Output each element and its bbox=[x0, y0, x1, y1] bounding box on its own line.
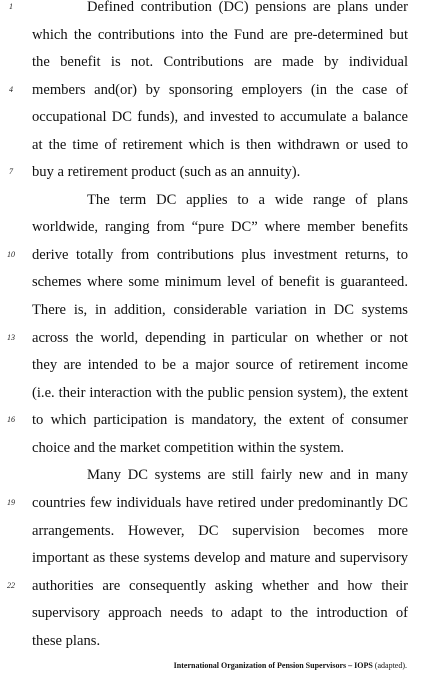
text-line-5: occupational DC funds), and invested to accumulate a balance bbox=[32, 109, 408, 125]
line-number: 13 bbox=[7, 333, 15, 342]
line-number: 4 bbox=[9, 85, 13, 94]
text-line-19: countries few individuals have retired under predominantly DC bbox=[32, 495, 408, 511]
line-number: 19 bbox=[7, 498, 15, 507]
text-line-8: The term DC applies to a wide range of plans bbox=[87, 192, 408, 208]
text-line-22: authorities are consequently asking whether and how their bbox=[32, 578, 408, 594]
text-line-1: Defined contribution (DC) pensions are plans under bbox=[87, 0, 408, 15]
line-number: 7 bbox=[9, 167, 13, 176]
text-line-4: members and(or) by sponsoring employers (in the case of bbox=[32, 82, 408, 98]
text-line-17: choice and the market competition within the system. bbox=[32, 440, 345, 456]
text-line-20: arrangements. However, DC supervision becomes more bbox=[32, 523, 408, 539]
source-organization: International Organization of Pension Supervisors – IOPS bbox=[173, 661, 373, 670]
text-line-16: to which participation is mandatory, the extent of consumer bbox=[32, 412, 408, 428]
text-line-13: across the world, depending in particular on whether or not bbox=[32, 330, 408, 346]
line-number: 10 bbox=[7, 250, 15, 259]
text-line-24: these plans. bbox=[32, 633, 101, 649]
text-line-2: which the contributions into the Fund are pre-determined but bbox=[32, 27, 408, 43]
text-line-11: schemes where some minimum level of benefit is guaranteed. bbox=[32, 274, 408, 290]
text-line-10: derive totally from contributions plus investment returns, to bbox=[32, 247, 408, 263]
text-line-7: buy a retirement product (such as an annuity). bbox=[32, 164, 301, 180]
source-note: (adapted). bbox=[374, 661, 407, 670]
text-line-3: the benefit is not. Contributions are made by individual bbox=[32, 54, 408, 70]
text-line-15: (i.e. their interaction with the public pension system), the extent bbox=[32, 385, 408, 401]
text-line-18: Many DC systems are still fairly new and in many bbox=[87, 467, 408, 483]
line-number: 22 bbox=[7, 581, 15, 590]
source-citation bbox=[174, 660, 407, 672]
line-number: 1 bbox=[9, 2, 13, 11]
line-number: 16 bbox=[7, 415, 15, 424]
text-line-9: worldwide, ranging from “pure DC” where member benefits bbox=[32, 219, 408, 235]
text-line-23: supervisory approach needs to adapt to the introduction of bbox=[32, 605, 408, 621]
text-line-21: important as these systems develop and mature and supervisory bbox=[32, 550, 408, 566]
text-line-12: There is, in addition, considerable variation in DC systems bbox=[32, 302, 408, 318]
text-line-6: at the time of retirement which is then withdrawn or used to bbox=[32, 137, 408, 153]
text-line-14: they are intended to be a major source of retirement income bbox=[32, 357, 408, 373]
